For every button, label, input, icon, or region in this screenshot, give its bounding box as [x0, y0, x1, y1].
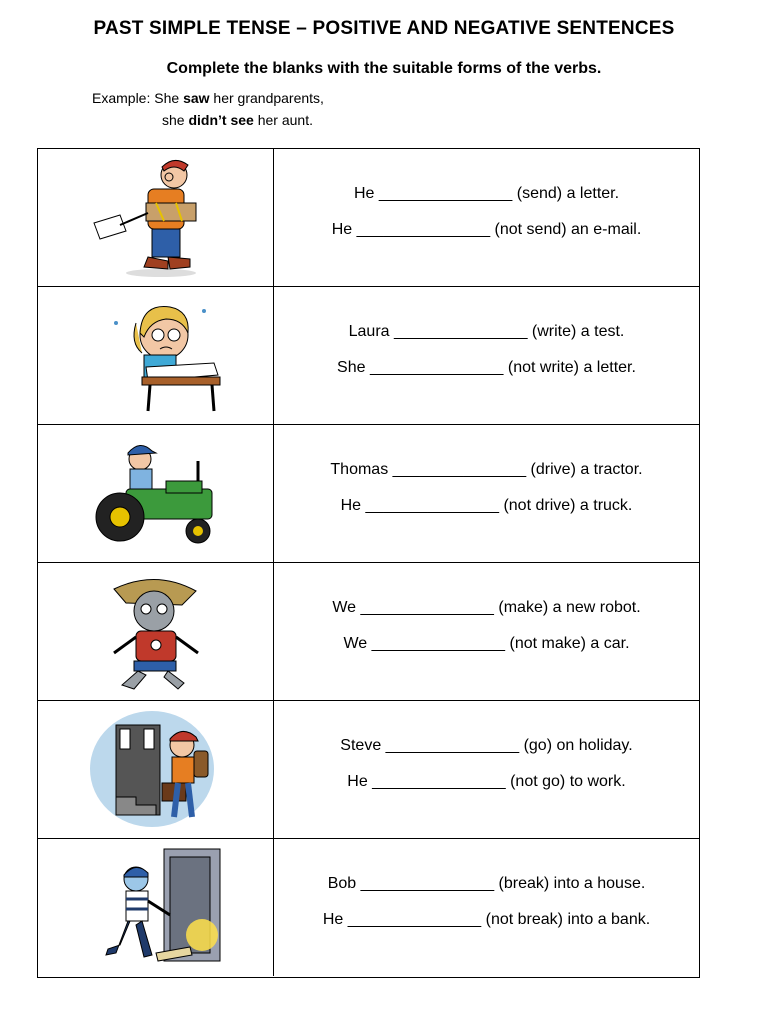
sentence-pair [274, 701, 699, 838]
sentence-pair [274, 839, 699, 976]
exercise-row [38, 839, 699, 977]
example-negative-verb: didn’t see [188, 112, 254, 128]
negative-sentence: She _______________ (not write) a letter. [337, 359, 636, 376]
sentence-pair [274, 287, 699, 424]
page-title: PAST SIMPLE TENSE – POSITIVE AND NEGATIVE SENTENCES [93, 18, 675, 39]
example [92, 87, 324, 131]
positive-sentence: Bob _______________ (break) into a house. [327, 875, 646, 892]
negative-sentence: We _______________ (not make) a car. [343, 635, 630, 652]
exercise-row [38, 701, 699, 839]
robot-walking-picture [38, 563, 274, 700]
negative-sentence: He _______________ (not send) an e-mail. [331, 221, 642, 238]
sentence-pair [274, 149, 699, 286]
example-positive-verb: saw [183, 90, 210, 106]
exercise-table [37, 148, 700, 978]
positive-sentence: Laura _______________ (write) a test. [348, 323, 625, 340]
positive-sentence: Steve _______________ (go) on holiday. [340, 737, 633, 754]
example-label: Example: [92, 90, 151, 106]
negative-sentence: He _______________ (not go) to work. [347, 773, 626, 790]
man-carrying-letters-picture [38, 149, 274, 286]
positive-sentence: He _______________ (send) a letter. [353, 185, 620, 202]
sentence-pair [274, 563, 699, 700]
exercise-row [38, 287, 699, 425]
negative-sentence: He _______________ (not break) into a bank. [322, 911, 651, 928]
example-line-2: she didn’t see her aunt. [162, 112, 313, 128]
negative-sentence: He _______________ (not drive) a truck. [340, 497, 633, 514]
positive-sentence: Thomas _______________ (drive) a tractor. [330, 461, 643, 478]
exercise-row [38, 563, 699, 701]
burglar-at-door-picture [38, 839, 274, 976]
exercise-row [38, 425, 699, 563]
positive-sentence: We _______________ (make) a new robot. [332, 599, 641, 616]
girl-writing-test-picture [38, 287, 274, 424]
sentence-pair [274, 425, 699, 562]
exercise-row [38, 149, 699, 287]
boy-with-suitcase-on-stairs-picture [38, 701, 274, 838]
instructions: Complete the blanks with the suitable forms of the verbs. [166, 60, 602, 77]
man-driving-tractor-picture [38, 425, 274, 562]
example-line-1: Example: She saw her grandparents, [92, 90, 324, 106]
